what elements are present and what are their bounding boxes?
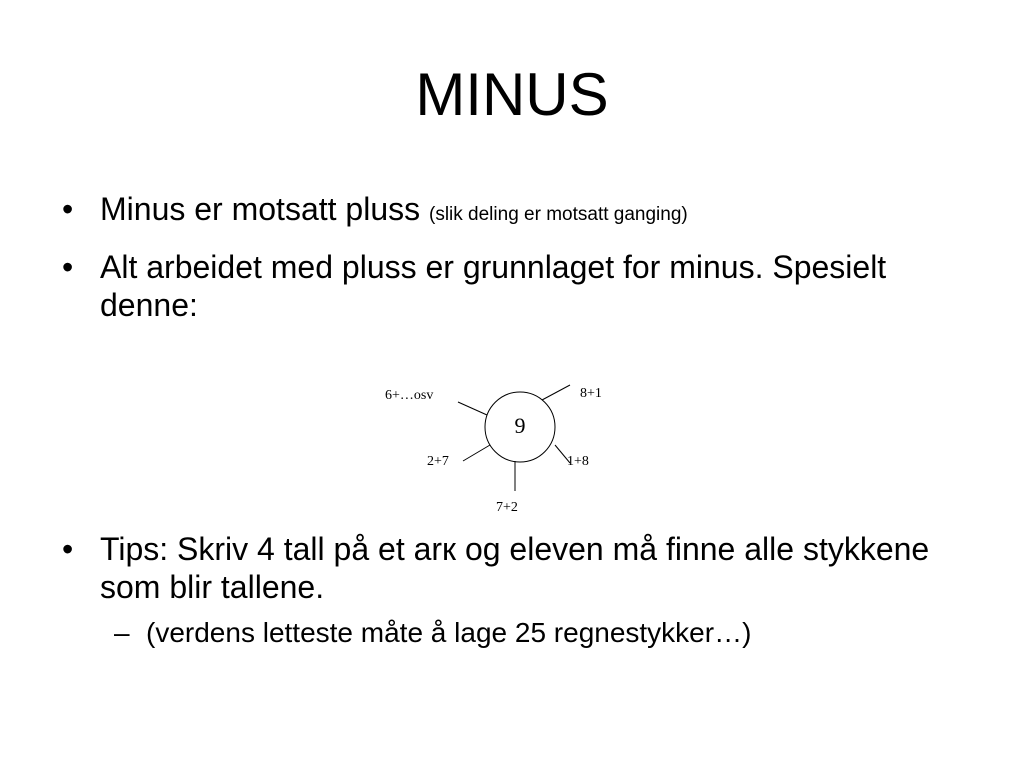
bullet-text: Minus er motsatt pluss — [100, 191, 429, 227]
sub-bullet-item — [60, 616, 960, 650]
bullet-marker: • — [62, 249, 74, 285]
spoke-top-right — [542, 385, 570, 400]
slide-title: MINUS — [415, 61, 609, 128]
spoke-bottom-left — [463, 445, 490, 461]
label-top-left: 6+…osv — [385, 388, 434, 403]
bullet-text: Alt arbeidet med pluss er grunnlaget for minus. Spesielt denne: — [100, 249, 887, 323]
bullet-list-lower — [60, 530, 960, 664]
bullet-aside: (slik deling er motsatt ganging) — [429, 204, 688, 225]
sum-diagram — [370, 375, 630, 520]
bullet-item-2 — [60, 248, 960, 324]
bullet-marker: • — [62, 531, 74, 567]
bullet-list — [60, 190, 960, 338]
bullet-text: Tips: Skriv 4 tall på et arк og eleven må finne alle stykkene som blir tallene. — [100, 531, 930, 605]
sub-bullet-text: (verdens letteste måte å lage 25 regnestykker…) — [146, 617, 752, 648]
label-top-right: 8+1 — [580, 386, 602, 401]
sum-diagram-svg — [370, 375, 630, 520]
diagram-center-number: 9 — [514, 413, 526, 438]
bullet-item-1 — [60, 190, 960, 234]
label-bottom: 7+2 — [496, 500, 518, 515]
bullet-item-3 — [60, 530, 960, 650]
bullet-marker: • — [62, 191, 74, 227]
spoke-top-left — [458, 402, 487, 415]
label-bottom-right: 1+8 — [567, 454, 589, 469]
sub-bullet-marker: – — [114, 617, 130, 648]
label-bottom-left: 2+7 — [427, 454, 449, 469]
